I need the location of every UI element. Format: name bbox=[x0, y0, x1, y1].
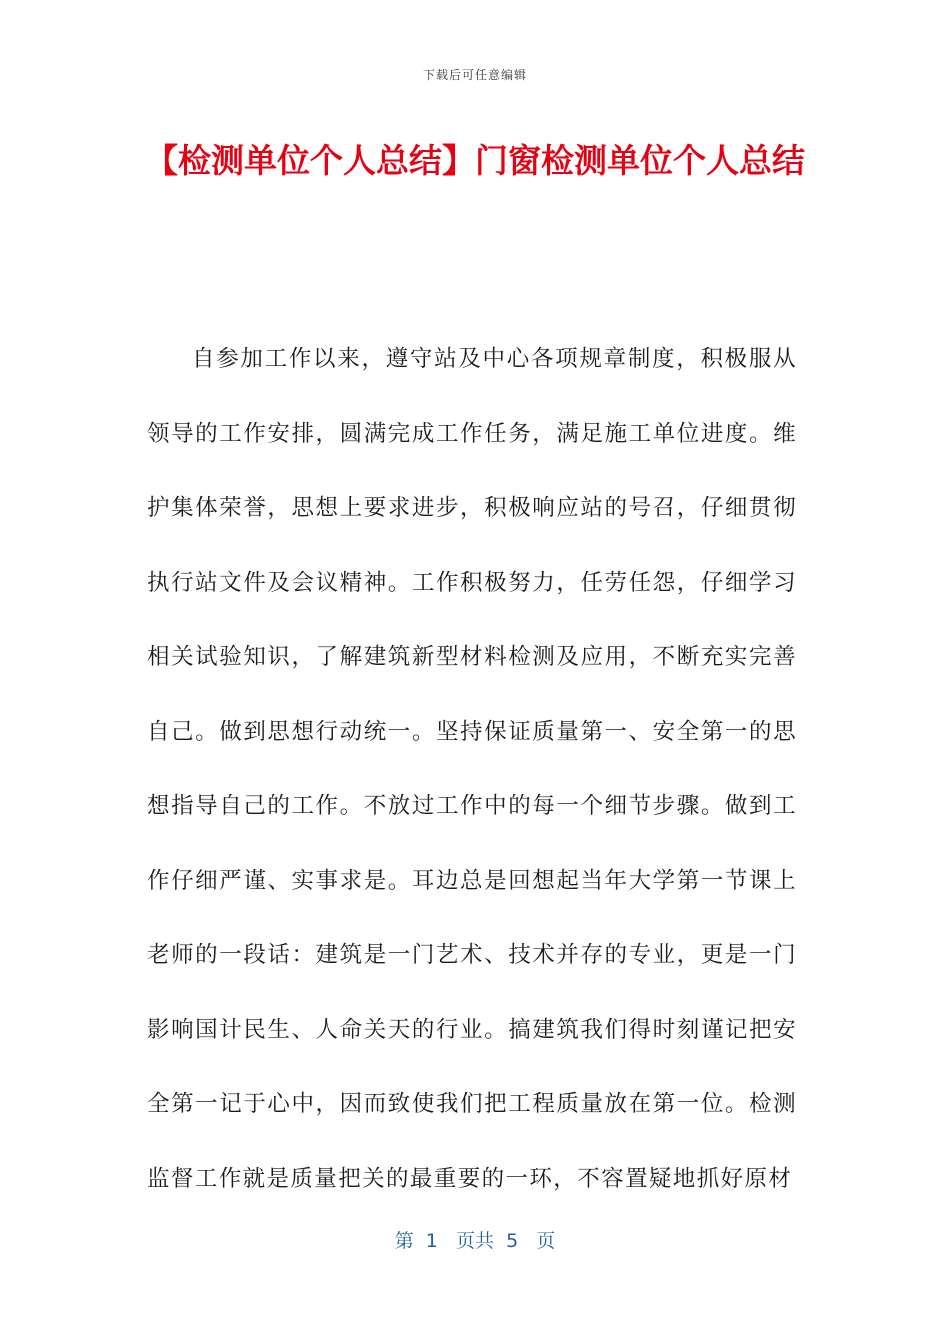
page-number-footer: 第 1 页共 5 页 bbox=[394, 1230, 556, 1252]
document-title: 【检测单位个人总结】门窗检测单位个人总结 bbox=[145, 141, 805, 180]
page-header-note: 下载后可任意编辑 bbox=[422, 68, 527, 82]
document-body-paragraph: 自参加工作以来，遵守站及中心各项规章制度，积极服从领导的工作安排，圆满完成工作任务，满足施工单位进度。维护集体荣誉，思想上要求进步，积极响应站的号召，仔细贯彻执行站文件及会议精神。工作积极努力，任劳任怨，仔细学习相关试验知识，了解建筑新型材料检测及应用，不断充实完善自己。做到思想行动统一。坚持保证质量第一、安全第一的思想指导自己的工作。不放过工作中的每一个细节步骤。做到工作仔细严谨、实事求是。耳边总是回想起当年大学第一节课上老师的一段话：建筑是一门艺术、技术并存的专业，更是一门影响国计民生、人命关天的行业。搞建筑我们得时刻谨记把安全第一记于心中，因而致使我们把工程质量放在第一位。检测监督工作就是质量把关的最重要的一环，不容置疑地抓好原材 bbox=[147, 346, 797, 1192]
